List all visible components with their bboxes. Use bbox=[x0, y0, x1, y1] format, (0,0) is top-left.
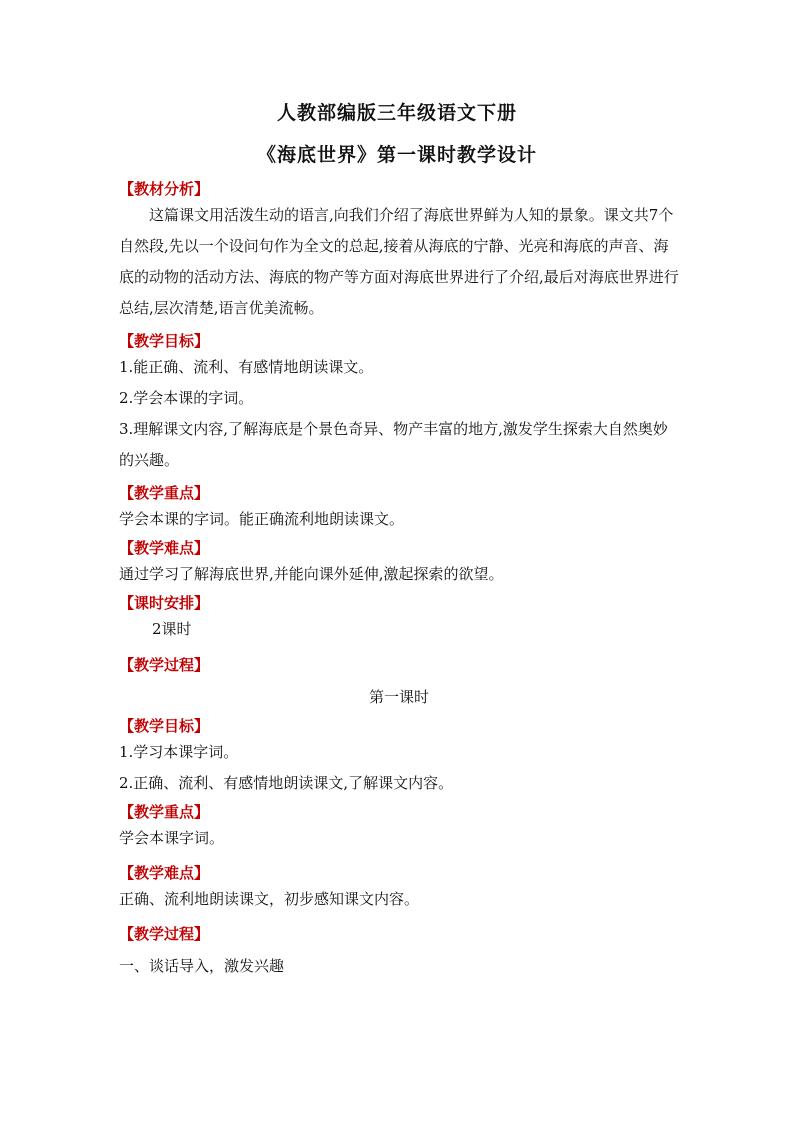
lesson-goal-item: 1.学习本课字词。 bbox=[119, 743, 239, 761]
process-step: 一、谈话导入，激发兴趣 bbox=[119, 957, 285, 975]
section-heading-lesson-goals: 【教学目标】 bbox=[119, 717, 210, 735]
section-heading-lesson-process: 【教学过程】 bbox=[119, 925, 210, 943]
lesson-title: 第一课时 bbox=[368, 688, 429, 706]
section-heading-process: 【教学过程】 bbox=[119, 656, 210, 674]
difficulties-text: 通过学习了解海底世界,并能向课外延伸,激起探索的欲望。 bbox=[119, 565, 504, 583]
schedule-text: 2课时 bbox=[152, 620, 192, 638]
section-heading-lesson-difficulties: 【教学难点】 bbox=[119, 864, 210, 882]
textbook-analysis-text: 这篇课文用活泼生动的语言,向我们介绍了海底世界鲜为人知的景象。课文共7个自然段,先以一个设问句作为全文的总起,接着从海底的宁静、光亮和海底的声音、海底的动物的活动方法、海底的物产等方面对海底世界进行了介绍,最后对海底世界进行总结,层次清楚,语言优美流畅。 bbox=[119, 206, 679, 317]
section-heading-lesson-key-points: 【教学重点】 bbox=[119, 803, 210, 821]
section-heading-key-points: 【教学重点】 bbox=[119, 484, 210, 502]
teaching-goal-item: 3.理解课文内容,了解海底是个景色奇异、物产丰富的地方,激发学生探索大自然奥妙的兴趣。 bbox=[119, 420, 668, 469]
document-subtitle: 《海底世界》第一课时教学设计 bbox=[256, 144, 537, 166]
lesson-difficulties-text: 正确、流利地朗读课文，初步感知课文内容。 bbox=[119, 890, 420, 908]
lesson-key-points-text: 学会本课字词。 bbox=[119, 829, 225, 847]
section-heading-teaching-goals: 【教学目标】 bbox=[119, 332, 210, 350]
key-points-text: 学会本课的字词。能正确流利地朗读课文。 bbox=[119, 510, 405, 528]
teaching-goal-item: 1.能正确、流利、有感情地朗读课文。 bbox=[119, 358, 374, 376]
section-heading-difficulties: 【教学难点】 bbox=[119, 539, 210, 557]
section-heading-schedule: 【课时安排】 bbox=[119, 594, 210, 612]
document-title: 人教部编版三年级语文下册 bbox=[276, 102, 517, 124]
section-heading-textbook-analysis: 【教材分析】 bbox=[119, 180, 210, 198]
lesson-goal-item: 2.正确、流利、有感情地朗读课文,了解课文内容。 bbox=[119, 774, 454, 792]
teaching-goal-item: 2.学会本课的字词。 bbox=[119, 389, 254, 407]
document-body bbox=[119, 178, 679, 982]
